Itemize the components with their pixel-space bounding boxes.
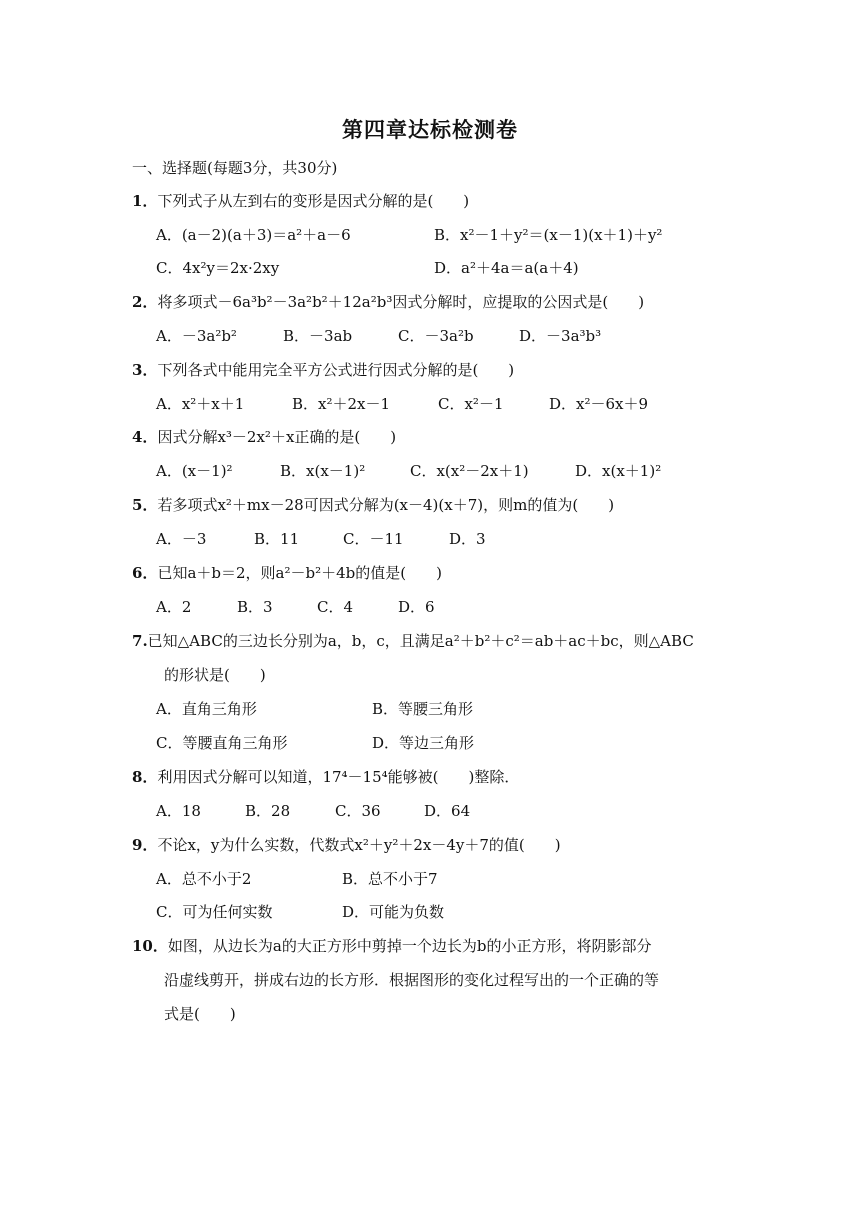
option-d: D．x(x＋1)² — [575, 462, 662, 480]
question-1: 1．下列式子从左到右的变形是因式分解的是( ) — [132, 192, 470, 210]
option-c: C．4 — [317, 598, 354, 616]
option-c: C．4x²y＝2x·2xy — [156, 259, 280, 277]
question-text: 将多项式－6a³b²－3a²b²＋12a²b³因式分解时，应提取的公因式是( ) — [157, 293, 645, 311]
question-3: 3．下列各式中能用完全平方公式进行因式分解的是( ) — [132, 361, 515, 379]
question-text: 下列各式中能用完全平方公式进行因式分解的是( ) — [157, 361, 515, 379]
question-number: 8 — [132, 768, 143, 786]
option-b: B．x²－1＋y²＝(x－1)(x＋1)＋y² — [434, 226, 663, 244]
question-text: 下列式子从左到右的变形是因式分解的是( ) — [157, 192, 470, 210]
section-heading: 一、选择题(每题3分，共30分) — [132, 159, 338, 177]
option-a: A．(x－1)² — [156, 462, 233, 480]
option-d: D．6 — [398, 598, 435, 616]
option-b: B．x(x－1)² — [280, 462, 366, 480]
option-a: A．总不小于2 — [156, 870, 252, 888]
question-text: 不论x，y为什么实数，代数式x²＋y²＋2x－4y＋7的值( ) — [157, 836, 561, 854]
option-c: C．x(x²－2x＋1) — [410, 462, 529, 480]
option-a: A．－3a²b² — [156, 327, 237, 345]
option-d: D．64 — [424, 802, 471, 820]
question-number: 7 — [132, 632, 143, 650]
option-b: B．3 — [237, 598, 273, 616]
question-4: 4．因式分解x³－2x²＋x正确的是( ) — [132, 428, 397, 446]
option-b: B．11 — [254, 530, 300, 548]
option-b: B．－3ab — [283, 327, 353, 345]
option-c: C．36 — [335, 802, 381, 820]
question-number: 2 — [132, 293, 143, 311]
option-c: C．x²－1 — [438, 395, 504, 413]
question-number: 9 — [132, 836, 143, 854]
option-b: B．28 — [245, 802, 291, 820]
question-6: 6．已知a＋b＝2，则a²－b²＋4b的值是( ) — [132, 564, 442, 582]
question-number: 10 — [132, 937, 153, 955]
question-8: 8．利用因式分解可以知道，17⁴－15⁴能够被( )整除． — [132, 768, 520, 786]
question-text: 已知a＋b＝2，则a²－b²＋4b的值是( ) — [157, 564, 442, 582]
question-2: 2．将多项式－6a³b²－3a²b²＋12a²b³因式分解时，应提取的公因式是( ) — [132, 293, 645, 311]
option-a: A．2 — [156, 598, 192, 616]
page-title: 第四章达标检测卷 — [342, 118, 518, 142]
question-number: 1 — [132, 192, 143, 210]
question-number: 3 — [132, 361, 143, 379]
option-d: D．a²＋4a＝a(a＋4) — [434, 259, 579, 277]
question-text: 若多项式x²＋mx－28可因式分解为(x－4)(x＋7)，则m的值为( ) — [157, 496, 615, 514]
question-number: 4 — [132, 428, 143, 446]
option-a: A．(a－2)(a＋3)＝a²＋a－6 — [156, 226, 351, 244]
option-d: D．3 — [449, 530, 486, 548]
question-number: 6 — [132, 564, 143, 582]
option-a: A．x²＋x＋1 — [156, 395, 245, 413]
question-7: 7.已知△ABC的三边长分别为a，b，c，且满足a²＋b²＋c²＝ab＋ac＋bc，则△ABC — [132, 632, 694, 650]
question-text: 已知△ABC的三边长分别为a，b，c，且满足a²＋b²＋c²＝ab＋ac＋bc，则△ABC — [147, 632, 694, 650]
option-b: B．等腰三角形 — [372, 700, 474, 718]
question-7-continued: 的形状是( ) — [164, 666, 266, 684]
option-c: C．等腰直角三角形 — [156, 734, 288, 752]
option-c: C．可为任何实数 — [156, 903, 273, 921]
question-10-continued-2: 式是( ) — [164, 1005, 236, 1023]
option-c: C．－11 — [343, 530, 404, 548]
option-a: A．－3 — [156, 530, 207, 548]
question-9: 9．不论x，y为什么实数，代数式x²＋y²＋2x－4y＋7的值( ) — [132, 836, 561, 854]
question-number: 5 — [132, 496, 143, 514]
option-d: D．等边三角形 — [372, 734, 475, 752]
option-c: C．－3a²b — [398, 327, 474, 345]
option-d: D．x²－6x＋9 — [549, 395, 649, 413]
option-b: B．x²＋2x－1 — [292, 395, 391, 413]
question-10-continued: 沿虚线剪开，拼成右边的长方形．根据图形的变化过程写出的一个正确的等 — [164, 971, 660, 989]
option-d: D．可能为负数 — [342, 903, 445, 921]
question-text: 如图，从边长为a的大正方形中剪掉一个边长为b的小正方形，将阴影部分 — [167, 937, 652, 955]
option-b: B．总不小于7 — [342, 870, 438, 888]
option-a: A．18 — [156, 802, 201, 820]
question-10: 10．如图，从边长为a的大正方形中剪掉一个边长为b的小正方形，将阴影部分 — [132, 937, 652, 955]
option-a: A．直角三角形 — [156, 700, 257, 718]
question-text: 利用因式分解可以知道，17⁴－15⁴能够被( )整除． — [157, 768, 520, 786]
question-5: 5．若多项式x²＋mx－28可因式分解为(x－4)(x＋7)，则m的值为( ) — [132, 496, 615, 514]
question-text: 因式分解x³－2x²＋x正确的是( ) — [157, 428, 397, 446]
option-d: D．－3a³b³ — [519, 327, 602, 345]
